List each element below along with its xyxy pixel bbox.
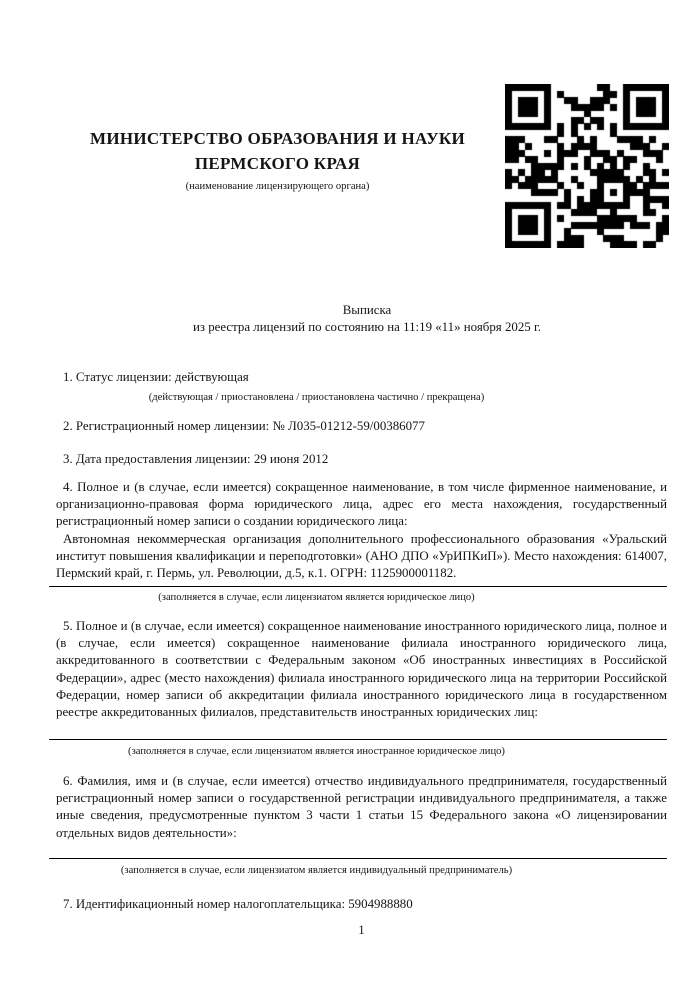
item-foreign-entity-rule [49,739,667,740]
document-title-line2: из реестра лицензий по состоянию на 11:19 «11» ноября 2025 г. [192,320,542,335]
item-license-status-caption: (действующая / приостановлена / приостановлена частично / прекращена) [148,392,485,403]
item-entrepreneur-text: 6. Фамилия, имя и (в случае, если имеется) отчество индивидуального предпринимателя, государственный регистрационный номер записи о государственной регистрации индивидуального предпринимателя, а также иные сведения, предусмотренные пунктом 3 части 1 статьи 15 Федерального закона «О лицензировании отдельных видов деятельности»: [56,774,667,840]
licensing-authority-header [45,126,510,193]
qr-code [505,84,669,248]
qr-code-icon [505,84,669,248]
document-title-line1: Выписка [342,303,392,317]
item-legal-entity-rule [49,586,667,587]
item-foreign-entity [56,618,667,721]
item-entrepreneur-caption: (заполняется в случае, если лицензиатом является индивидуальный предприниматель) [120,865,513,876]
item-foreign-entity-text: 5. Полное и (в случае, если имеется) сокращенное наименование иностранного юридического лица, полное и (в случае, если имеется) сокращенное наименование филиала иностранного юридического лица, аккредитованного в соответствии с Федеральным законом «Об иностранных инвестициях в Российской Федерации», адрес (место нахождения) филиала иностранного юридического лица на территории Российской Федерации, номер записи об аккредитации филиала иностранного юридического лица в государственном реестре аккредитованных филиалов, представительств иностранных юридических лиц: [56,619,667,720]
item-entrepreneur [56,773,667,842]
item-license-date-text: 3. Дата предоставления лицензии: 29 июня 2012 [63,452,329,466]
item-license-status-text: 1. Статус лицензии: действующая [63,370,249,384]
item-foreign-entity-caption: (заполняется в случае, если лицензиатом является иностранное юридическое лицо) [128,746,505,757]
item-legal-entity [56,479,667,582]
ministry-name-line2: ПЕРМСКОГО КРАЯ [194,154,361,173]
ministry-name-line1: МИНИСТЕРСТВО ОБРАЗОВАНИЯ И НАУКИ [89,129,466,148]
page-number: 1 [358,923,365,937]
item-entrepreneur-rule [49,858,667,859]
item-registration-number-text: 2. Регистрационный номер лицензии: № Л035-01212-59/00386077 [63,419,425,433]
ministry-caption: (наименование лицензирующего органа) [185,181,370,192]
document-title [56,302,678,337]
ministry-name [45,126,510,176]
item-license-status [56,369,667,386]
item-taxpayer-id-text: 7. Идентификационный номер налогоплательщика: 5904988880 [63,897,413,911]
item-legal-entity-text: 4. Полное и (в случае, если имеется) сокращенное наименование, в том числе фирменное наименование, и организационно-правовая форма юридического лица, адрес его места нахождения, государственный регистрационный номер записи о создании юридического лица: [56,480,667,529]
item-taxpayer-id [56,896,667,913]
item-registration-number [56,418,667,435]
item-legal-entity-caption: (заполняется в случае, если лицензиатом является юридическое лицо) [158,592,475,603]
item-legal-entity-value: Автономная некоммерческая организация дополнительного профессионального образования «Уральский институт повышения квалификации и переподготовки» (АНО ДПО «УрИПКиП»). Место нахождения: 614007, Пермский край, г. Пермь, ул. Революции, д.5, к.1. ОГРН: 1125900001182. [56,531,667,581]
item-license-date [56,451,667,468]
